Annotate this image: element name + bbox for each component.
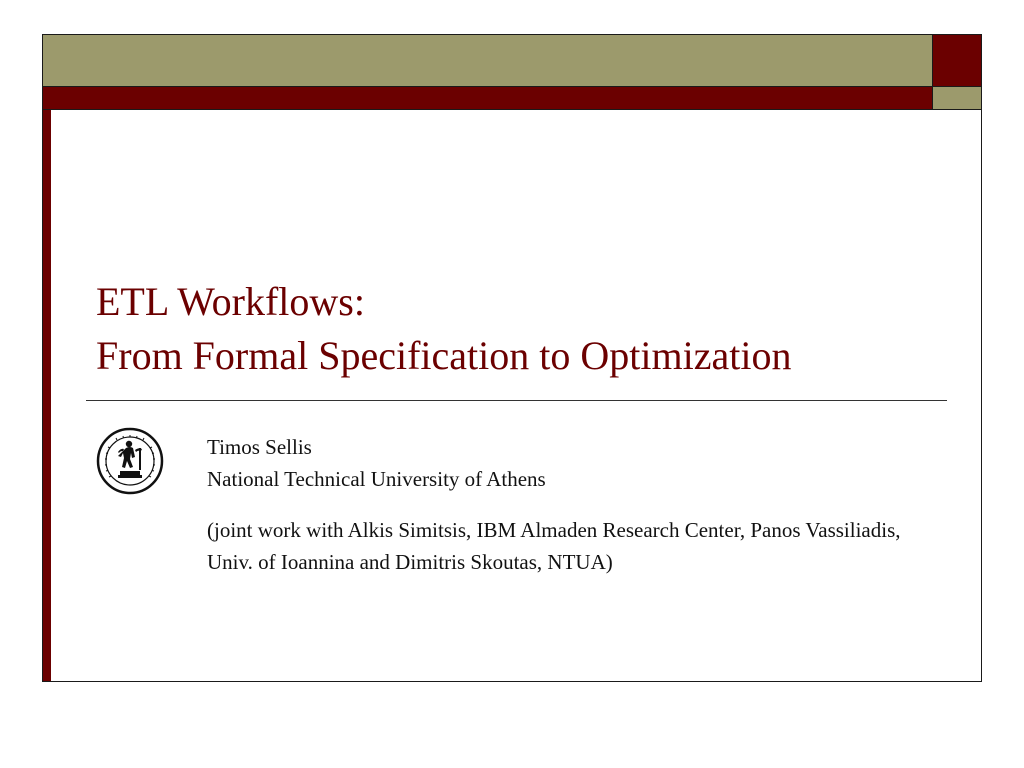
title-line-1: ETL Workflows: [96, 279, 365, 324]
header-maroon-square [932, 35, 981, 86]
university-seal-icon [96, 427, 164, 495]
joint-work-note: (joint work with Alkis Simitsis, IBM Almaden Research Center, Panos Vassiliadis, Univ. of Ioannina and Dimitris Skoutas, NTUA) [207, 518, 901, 574]
author-affiliation: National Technical University of Athens [207, 467, 546, 491]
title-line-2: From Formal Specification to Optimization [96, 333, 792, 378]
header-olive-band [43, 35, 932, 86]
slide-title [96, 275, 956, 383]
author-name: Timos Sellis [207, 435, 312, 459]
left-accent-bar [43, 110, 51, 682]
title-divider [86, 400, 947, 401]
author-block [207, 431, 947, 495]
header-maroon-band [43, 86, 932, 110]
slide [42, 34, 982, 682]
header-olive-square [932, 86, 981, 110]
